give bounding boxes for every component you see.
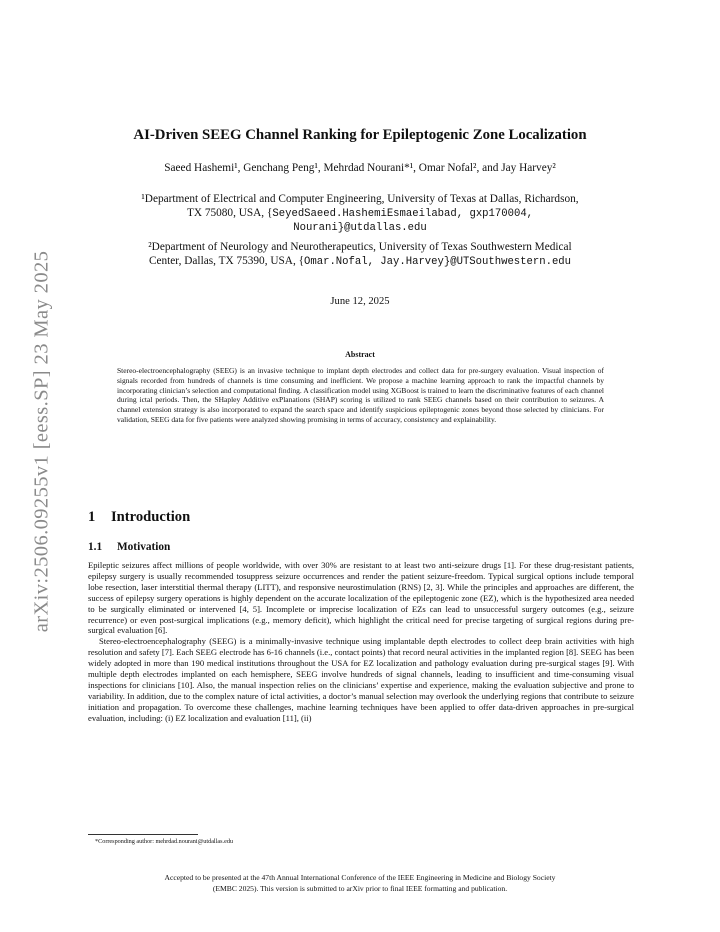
subsection-heading-motivation — [88, 541, 170, 553]
affiliation-1-emails-cont: Nourani}@utdallas.edu — [293, 222, 427, 234]
affiliation-2-address: Center, Dallas, TX 75390, USA, { — [148, 255, 305, 267]
paragraph: Epileptic seizures affect millions of people worldwide, with over 30% are resistant to at least two anti-seizure drugs [1]. For these drug-resistant patients, epilepsy surgery is usually recommended tosuppress seizure occurrences and render the patient seizure-freedom. Typical surgical options include temporal lobe resection, laser interstitial thermal therapy (LITT), and responsive neurostimulation (RNS) [2, 3]. While the principles and approaches are different, the success of epilepsy surgery operations is highly dependent on the accurate localization of the epileptogenic zone (EZ), which is the hypothesized area needed to be surgically eliminated or intervened [4, 5]. Incomplete or imprecise localization of EZs can lead to unsuccessful surgery outcomes (e.g., seizure recurrence) or even post-surgical implications (e.g., memory deficit), which highlight the critical need for precise targeting of surgical regions during pre-surgical evaluation [6]. — [88, 560, 634, 636]
section-heading-introduction — [88, 509, 190, 526]
abstract-heading: Abstract — [345, 350, 375, 359]
affiliation-1-line-1: ¹Department of Electrical and Computer Engineering, University of Texas at Dallas, Richardson, — [141, 193, 579, 205]
paper-date: June 12, 2025 — [330, 296, 390, 307]
acceptance-note-line-1: Accepted to be presented at the 47th Annual International Conference of the IEEE Engineering in Medicine and Biology Society — [164, 873, 556, 882]
affiliation-1-emails: SeyedSaeed.HashemiEsmaeilabad, gxp170004, — [272, 208, 534, 220]
affiliation-2-line-2 — [80, 254, 640, 269]
subsection-title: Motivation — [117, 541, 171, 553]
author-list: Saeed Hashemi¹, Genchang Peng¹, Mehrdad Nourani*¹, Omar Nofal², and Jay Harvey² — [164, 162, 556, 174]
affiliation-2 — [80, 240, 640, 269]
acceptance-note-line-2: (EMBC 2025). This version is submitted to arXiv prior to final IEEE formatting and publication. — [212, 883, 508, 893]
body-text — [88, 560, 634, 724]
section-title: Introduction — [111, 509, 191, 525]
paragraph: Stereo-electroencephalography (SEEG) is a minimally-invasive technique using implantable depth electrodes to collect deep brain activities with high resolution and safety [7]. Each SEEG electrode has 6-16 channels (i.e., contact points) that record neural activities in the implanted region [8]. SEEG has been widely adopted in more than 190 medical institutions throughout the USA for EZ localization and pathology evaluation during pre-surgical stages [9]. With multiple depth electrodes implanted on each hemisphere, SEEG involve hundreds of signal channels, leading to insufficient and time-consuming visual inspections for clinicians [10]. Also, the manual inspection relies on the clinicians’ expertise and experience, making the evaluation subjective and prone to variability. In addition, due to the complex nature of ictal activities, a doctor’s manual selection may overlook the underlying regions that contribute to seizure initiation and propagation. To overcome these challenges, machine learning techniques have been applied to offer data-driven approaches in pre-surgical evaluation, including: (i) EZ localization and evaluation [11], (ii) — [88, 636, 634, 723]
abstract-text: Stereo-electroencephalography (SEEG) is an invasive technique to implant depth electrodes and collect data for pre-surgery evaluation. Visual inspection of signals recorded from hundreds of channels is time consuming and inefficient. We propose a machine learning approach to rank the impactful channels by incorporating clinician’s selection and computational finding. A classification model using XGBoost is trained to learn the discriminative features of each channel during ictal periods. Then, the SHapley Additive exPlanations (SHAP) scoring is utilized to rank SEEG channels based on their contribution to seizures. A channel extension strategy is also incorporated to expand the search space and identify suspicious epileptogenic zones beyond those selected by clinicians. For validation, SEEG data for five patients were analyzed showing promising in terms of accuracy, consistency and explainability. — [117, 366, 604, 424]
affiliation-1-line-2 — [80, 206, 640, 221]
footnote-rule — [88, 834, 198, 835]
affiliation-2-line-1: ²Department of Neurology and Neurotherapeutics, University of Texas Southwestern Medical — [148, 241, 572, 253]
arxiv-identifier-text: arXiv:2506.09255v1 [eess.SP] 23 May 2025 — [30, 250, 53, 632]
paper-title: AI-Driven SEEG Channel Ranking for Epileptogenic Zone Localization — [133, 127, 587, 143]
affiliation-1 — [80, 192, 640, 235]
arxiv-identifier-stamp — [20, 238, 64, 644]
affiliation-1-address: TX 75080, USA, { — [186, 207, 273, 219]
affiliation-2-emails: Omar.Nofal, Jay.Harvey}@UTSouthwestern.edu — [304, 256, 572, 268]
subsection-number: 1.1 — [88, 541, 103, 553]
footnote-corresponding-author: *Corresponding author: mehrdad.nourani@utdallas.edu — [95, 838, 234, 845]
acceptance-note — [80, 873, 640, 894]
section-number: 1 — [88, 509, 96, 525]
